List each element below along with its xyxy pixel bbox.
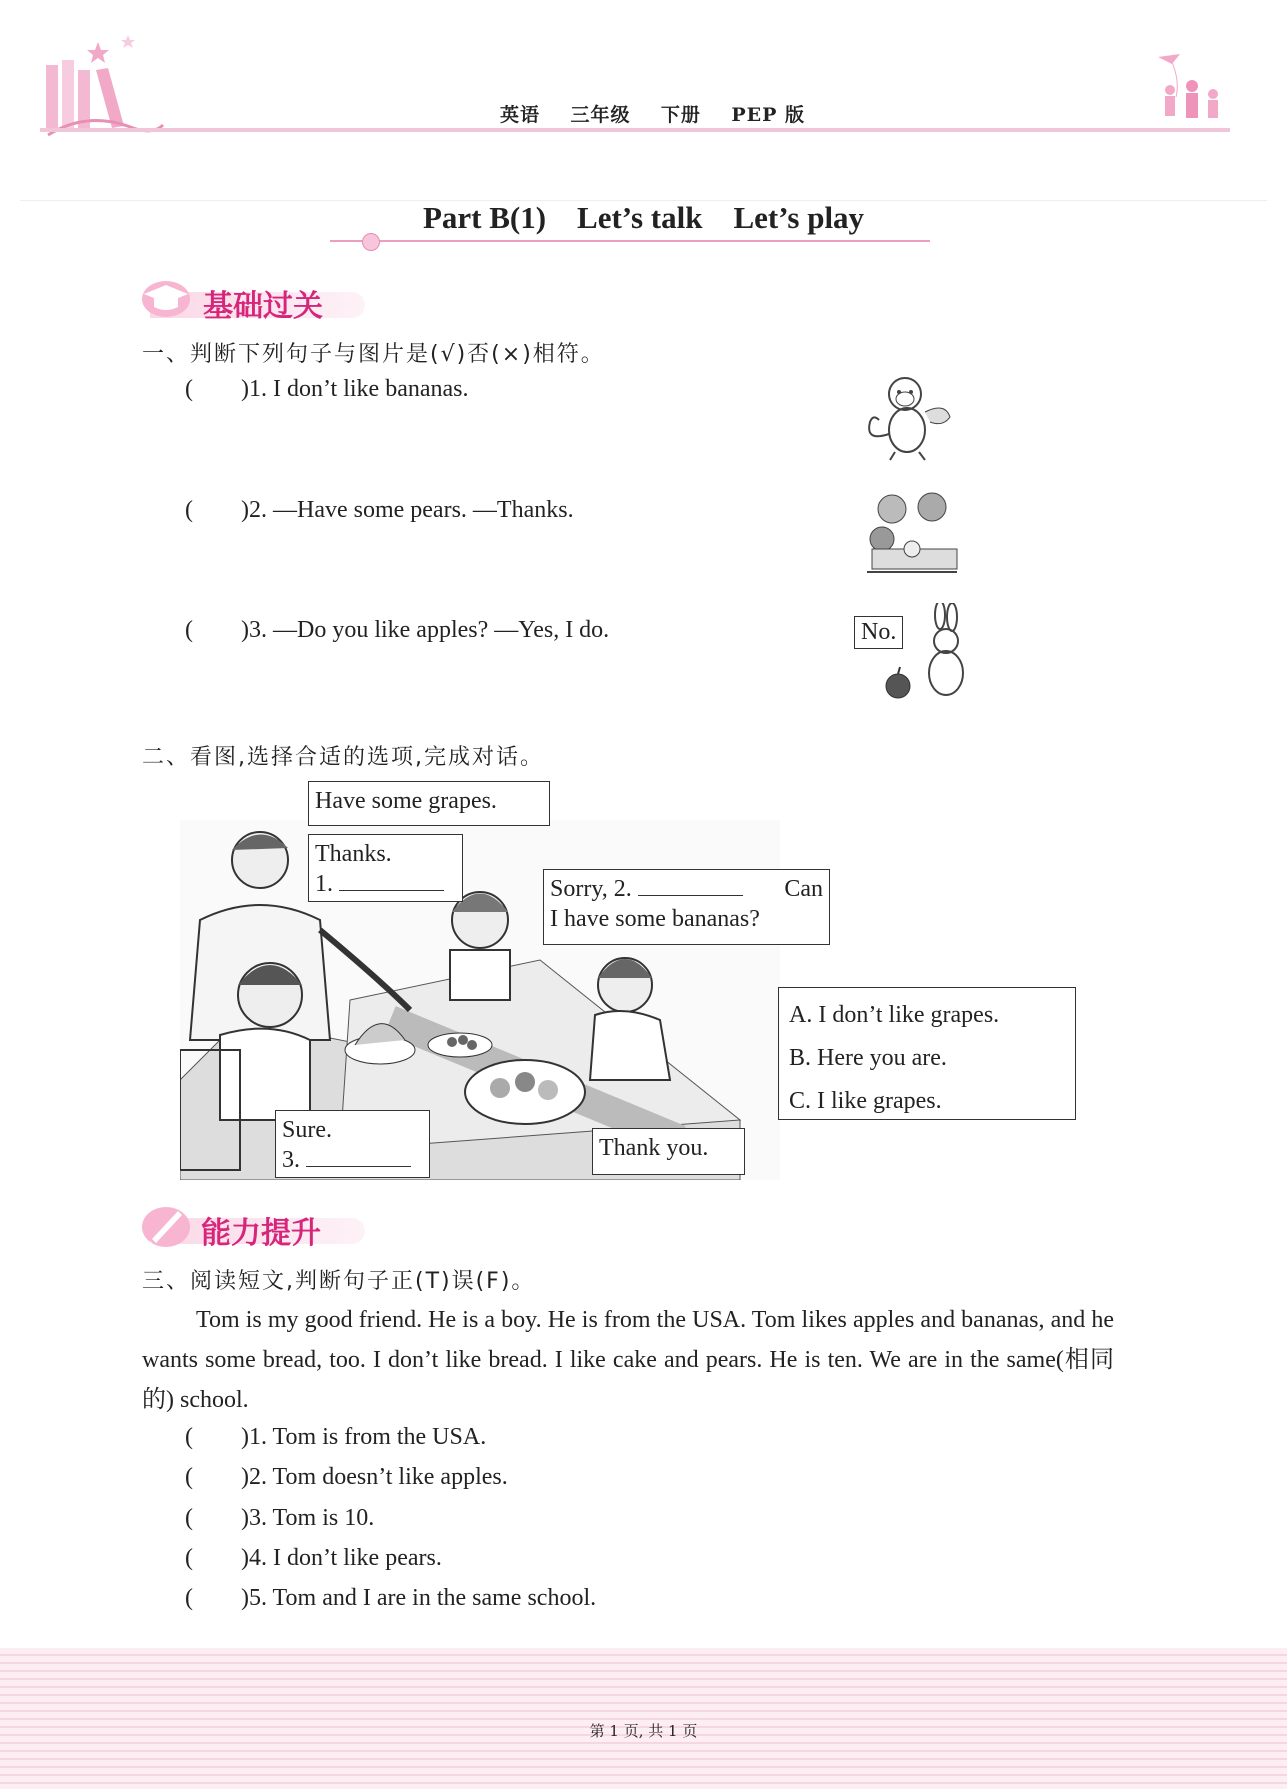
q2-heading: 二、看图,选择合适的选项,完成对话。: [142, 745, 544, 770]
bubble-thanks-line1: Thanks.: [315, 841, 392, 867]
page-number: 第 1 页, 共 1 页: [589, 1722, 698, 1740]
rabbit-apple-picture: [880, 603, 980, 703]
footer-band: [0, 1648, 1287, 1789]
option-a: A. I don’t like grapes.: [789, 1002, 1000, 1028]
graduation-cap-icon: [140, 275, 192, 319]
option-b: B. Here you are.: [789, 1045, 947, 1071]
bubble-sorry-can: Can: [784, 876, 823, 902]
header-rule: [40, 128, 1230, 132]
option-c: C. I like grapes.: [789, 1088, 942, 1114]
subject-line: 英语 三年级 下册 PEP 版: [500, 104, 806, 126]
answer-blank-1[interactable]: [339, 872, 444, 891]
title-underline: [330, 240, 930, 242]
q3-item-3: ( )3. Tom is 10.: [185, 1505, 375, 1531]
bubble-have-grapes: Have some grapes.: [308, 781, 550, 826]
section1-label: 基础过关: [203, 289, 323, 324]
bubble-sure-line1: Sure.: [282, 1117, 332, 1143]
bubble-sure: [275, 1110, 430, 1178]
options-box: [778, 987, 1076, 1120]
bubble-thanks: [308, 834, 463, 902]
page-title: Part B(1) Let’s talk Let’s play: [422, 200, 865, 235]
no-speech-bubble: No.: [854, 616, 903, 649]
blank-label-3: 3.: [282, 1147, 300, 1173]
q1-item-3: ( )3. —Do you like apples? —Yes, I do.: [185, 617, 610, 643]
reading-passage: Tom is my good friend. He is a boy. He is from the USA. Tom likes apples and bananas, and he wants some bread, too. I don’t like bread. I like cake and pears. He is ten. We are in the same(相同的) school.: [142, 1307, 1114, 1413]
q3-heading: 三、阅读短文,判断句子正(T)误(F)。: [142, 1269, 536, 1294]
q1-heading: 一、判断下列句子与图片是(√)否(×)相符。: [142, 342, 605, 367]
monkey-bananas-picture: [855, 372, 965, 462]
blank-label-1: 1.: [315, 871, 333, 897]
answer-blank-3[interactable]: [306, 1148, 411, 1167]
rocket-icon: [140, 1201, 192, 1249]
children-eating-picture: [862, 487, 962, 582]
answer-blank-2[interactable]: [638, 877, 743, 896]
q3-item-4: ( )4. I don’t like pears.: [185, 1545, 442, 1571]
bubble-sure-line2: [282, 1145, 423, 1175]
bubble-thank-you: Thank you.: [592, 1128, 745, 1175]
q1-item-1: ( )1. I don’t like bananas.: [185, 376, 469, 402]
section2-label: 能力提升: [201, 1216, 321, 1251]
children-kite-icon: [1150, 52, 1230, 132]
q1-item-2: ( )2. —Have some pears. —Thanks.: [185, 497, 574, 523]
q3-item-5: ( )5. Tom and I are in the same school.: [185, 1585, 597, 1611]
q3-item-2: ( )2. Tom doesn’t like apples.: [185, 1464, 508, 1490]
bubble-sorry-line1: [550, 874, 823, 904]
title-dot: [362, 233, 380, 251]
bubble-sorry-line2: I have some bananas?: [550, 906, 760, 932]
bubble-sorry: [543, 869, 830, 945]
books-logo-icon: [38, 30, 168, 150]
bubble-thanks-line2: [315, 869, 456, 899]
blank-label-2: Sorry, 2.: [550, 876, 632, 902]
q3-item-1: ( )1. Tom is from the USA.: [185, 1424, 487, 1450]
